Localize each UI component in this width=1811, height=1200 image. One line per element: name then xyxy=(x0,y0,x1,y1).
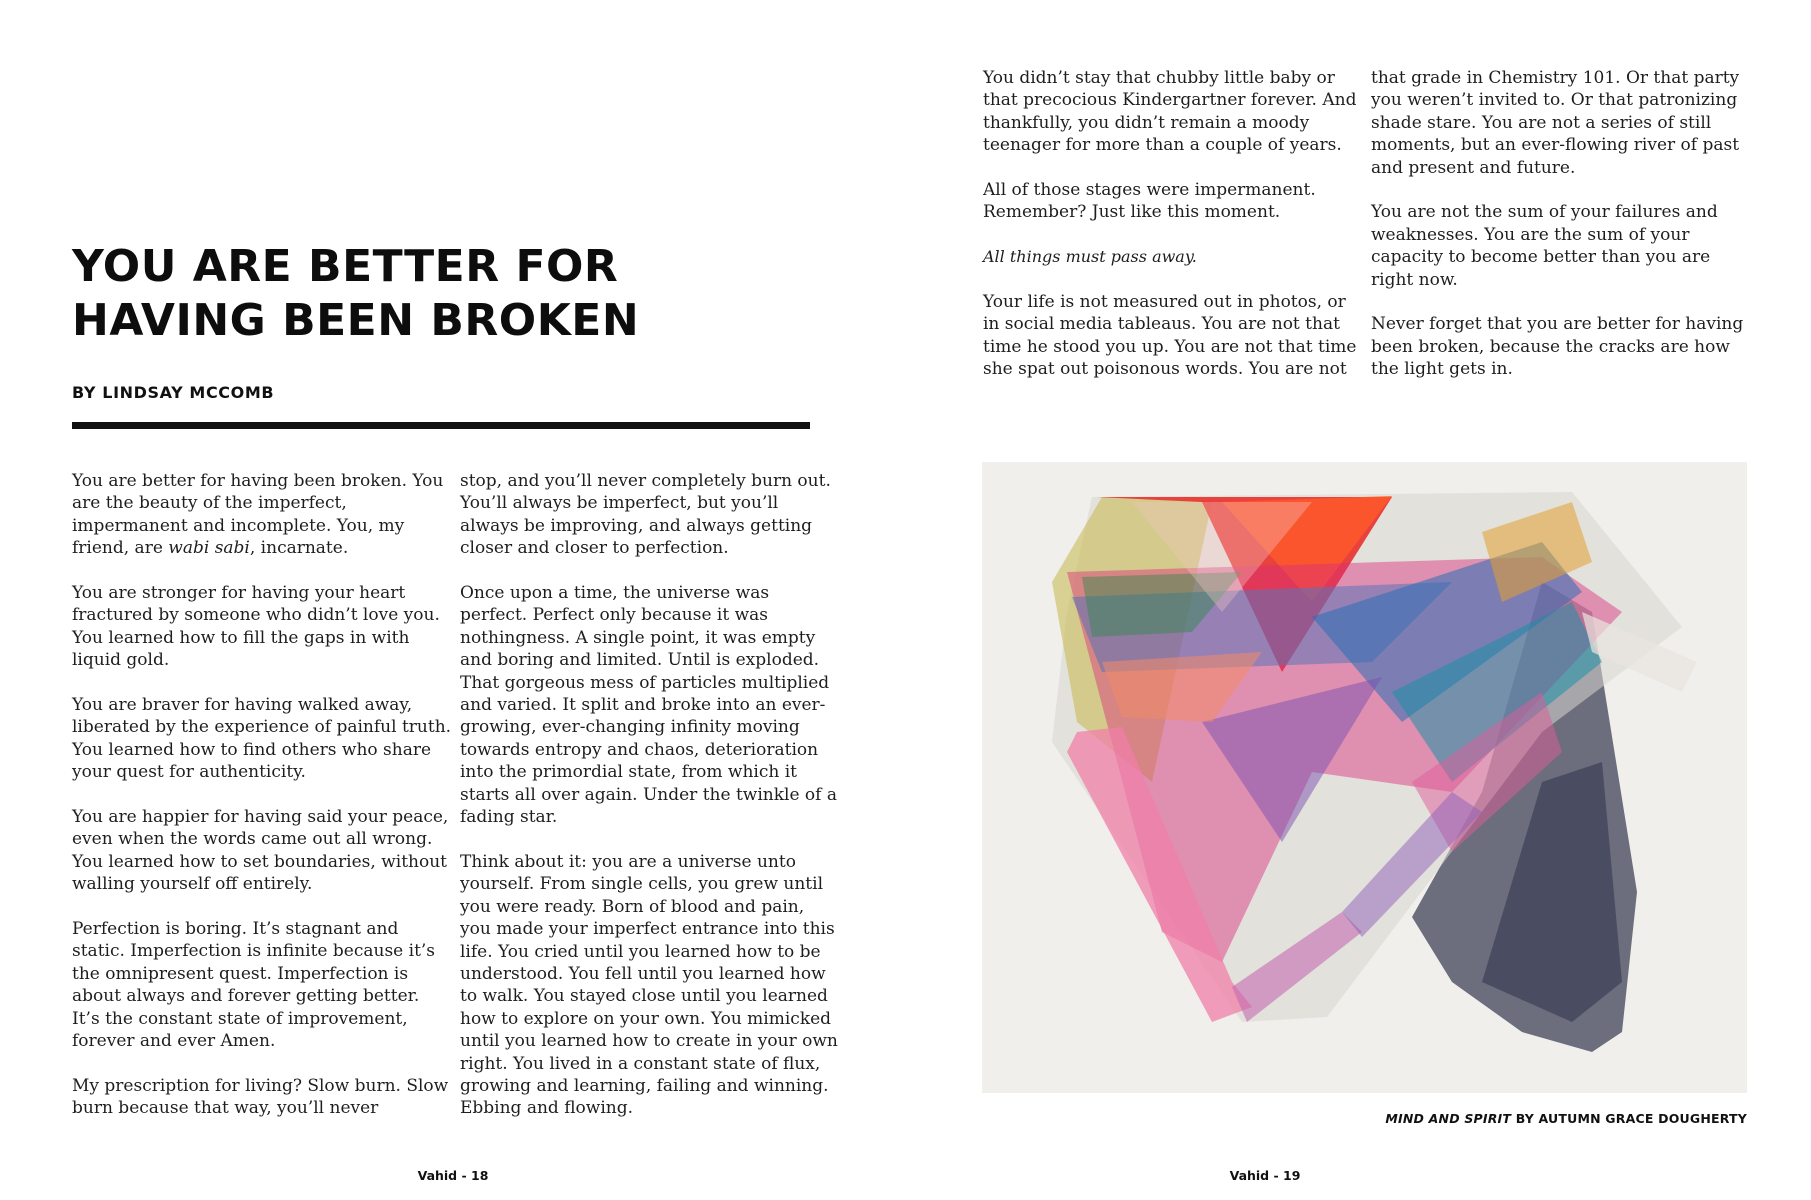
paragraph: You are braver for having walked away, liberated by the experience of painful truth. You learned how to find others who share your quest for authenticity. xyxy=(72,695,452,783)
artwork-illustration xyxy=(982,462,1747,1093)
page-number-right: Vahid - 19 xyxy=(1229,1168,1301,1183)
paragraph: You are happier for having said your peace, even when the words came out all wrong. You learned how to set boundaries, without walling yourself off entirely. xyxy=(72,807,449,895)
paragraph: Your life is not measured out in photos, or in social media tableaus. You are not that time he stood you up. You are not that time she spat out poisonous words. You are not xyxy=(983,292,1357,380)
title-line-1: YOU ARE BETTER FOR xyxy=(72,241,619,292)
paragraph-text: , incarnate. xyxy=(249,538,349,559)
paragraph-text: You are better for having been broken. You are the beauty of the imperfect, impermanent and incomplete. You, my friend, are xyxy=(72,471,444,559)
title-line-2: HAVING BEEN BROKEN xyxy=(72,295,640,346)
artwork-photo xyxy=(982,462,1747,1093)
paragraph: that grade in Chemistry 101. Or that party you weren’t invited to. Or that patronizing shade stare. You are not a series of still moments, but an ever-flowing river of past and present and future. xyxy=(1371,68,1740,178)
paragraph: Think about it: you are a universe unto yourself. From single cells, you grew until you were ready. Born of blood and pain, you made your imperfect entrance into this life. You cried until you learned how to be understood. You fell until you learned how to walk. You stayed close until you learned how to explore on your own. You mimicked until you learned how to create in your own right. You lived in a constant state of flux, growing and learning, failing and winning. Ebbing and flowing. xyxy=(460,851,838,1119)
paragraph: You didn’t stay that chubby little baby or that precocious Kindergartner forever. And thankfully, you didn’t remain a moody teenager for more than a couple of years. xyxy=(983,68,1357,156)
right-page xyxy=(905,0,1811,1200)
page-number-left: Vahid - 18 xyxy=(417,1168,489,1183)
paragraph: stop, and you’ll never completely burn out. You’ll always be imperfect, but you’ll always be improving, and always getting closer and closer to perfection. xyxy=(460,471,831,559)
paragraph: You are not the sum of your failures and weaknesses. You are the sum of your capacity to become better than you are right now. xyxy=(1371,202,1718,290)
paragraph: My prescription for living? Slow burn. Slow burn because that way, you’ll never xyxy=(72,1075,449,1119)
paragraph: You are stronger for having your heart fractured by someone who didn’t love you. You learned how to fill the gaps in with liquid gold. xyxy=(72,583,440,671)
article-title xyxy=(72,240,792,348)
paragraph xyxy=(72,470,452,560)
caption-title: MIND AND SPIRIT xyxy=(1385,1111,1512,1126)
title-divider xyxy=(72,422,810,429)
paragraph: All of those stages were impermanent. Remember? Just like this moment. xyxy=(983,180,1316,223)
right-page-column-2 xyxy=(1371,67,1751,381)
paragraph: Never forget that you are better for having been broken, because the cracks are how the light gets in. xyxy=(1371,314,1744,380)
paragraph: Once upon a time, the universe was perfect. Perfect only because it was nothingness. A single point, it was empty and boring and limited. Until is exploded. That gorgeous mess of particles multiplied and varied. It split and broke into an ever-growing, ever-changing infinity moving towards entropy and chaos, deterioration into the primordial state, from which it starts all over again. Under the twinkle of a fading star. xyxy=(460,583,837,828)
left-page-column-2 xyxy=(460,470,840,1120)
artwork-caption xyxy=(982,1111,1747,1126)
paragraph: Perfection is boring. It’s stagnant and static. Imperfection is infinite because it’s the omnipresent quest. Imperfection is about always and forever getting better. It’s the constant state of improvement, forever and ever Amen. xyxy=(72,919,436,1052)
byline: BY LINDSAY MCCOMB xyxy=(72,383,275,402)
italic-paragraph: All things must pass away. xyxy=(983,247,1197,267)
paragraph-emphasis: wabi sabi xyxy=(168,538,250,559)
caption-credit: BY AUTUMN GRACE DOUGHERTY xyxy=(1511,1111,1747,1126)
right-page-column-1 xyxy=(983,67,1363,381)
left-page xyxy=(0,0,905,1200)
left-page-column-1 xyxy=(72,470,452,1120)
